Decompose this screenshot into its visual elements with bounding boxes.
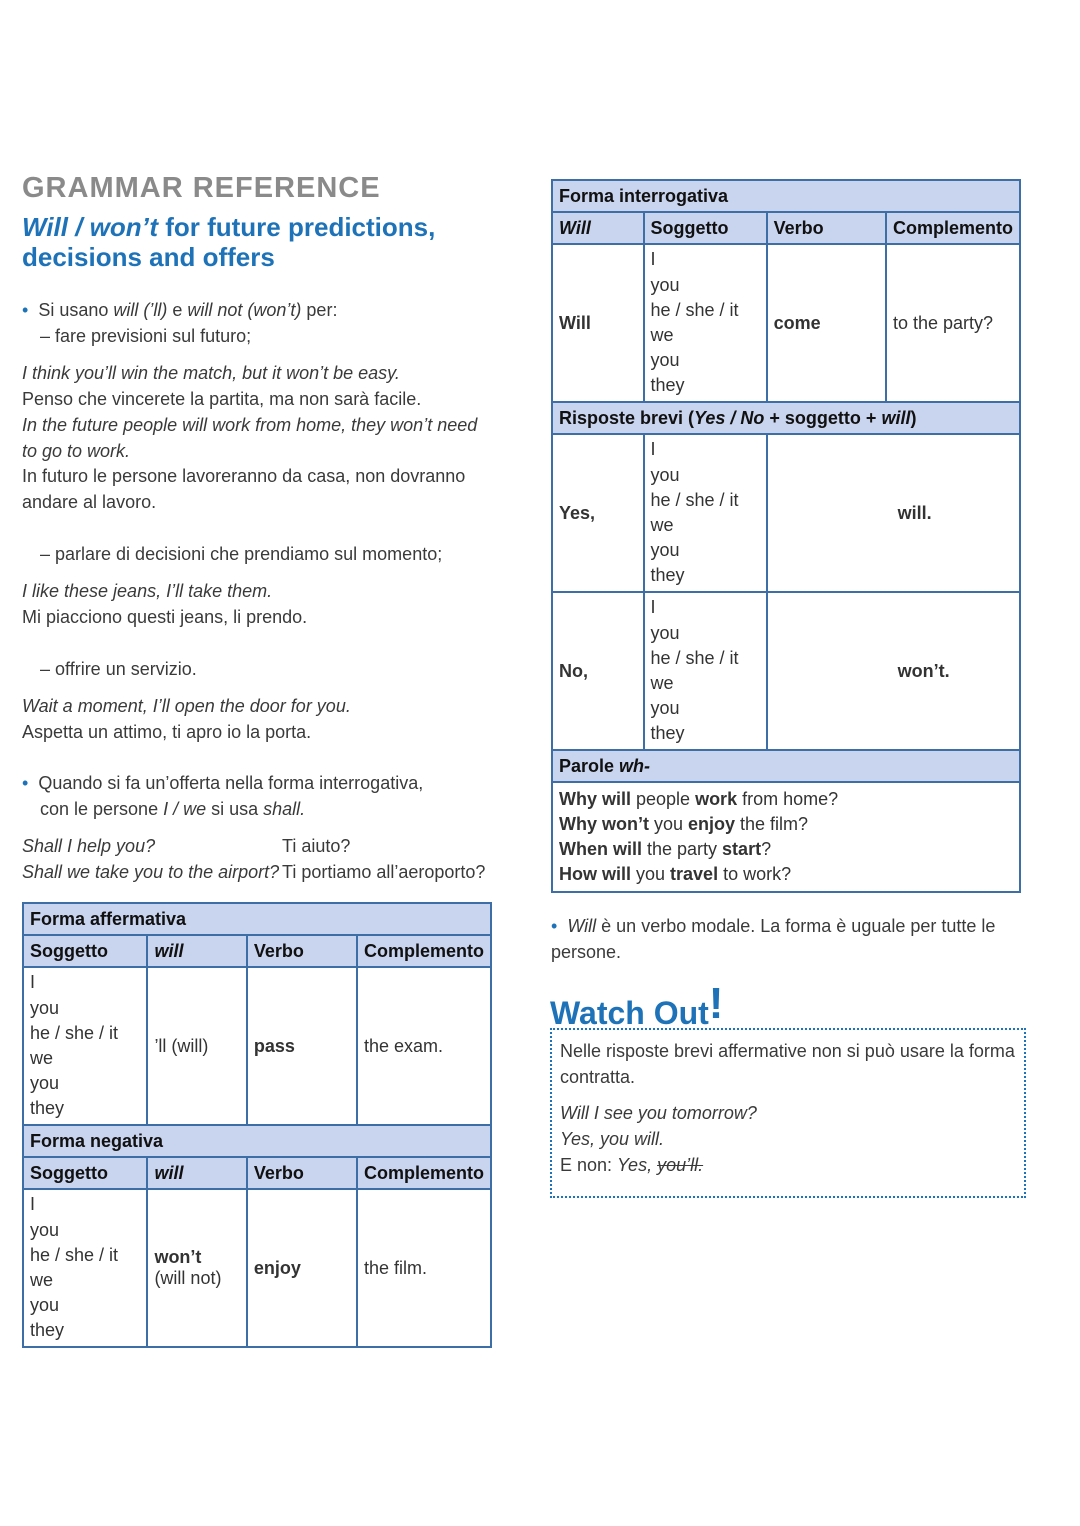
col-header: Verbo (767, 212, 886, 244)
subject-list: I you he / she / it we you they (23, 1189, 147, 1347)
table-title: Forma affermativa (23, 903, 491, 935)
subject-list: I you he / she / it we you they (644, 244, 767, 402)
affirmative-negative-table (22, 902, 492, 1348)
usage-3: – offrire un servizio. (40, 659, 197, 679)
table-title: Forma negativa (23, 1125, 491, 1157)
example-en: Shall I help you? (22, 836, 156, 856)
watch-out-text: Nelle risposte brevi affermative non si può usare la forma contratta. (560, 1041, 1015, 1087)
will-cell: Will (552, 244, 644, 402)
subject-list: I you he / she / it we you they (644, 592, 767, 750)
section-title: GRAMMAR REFERENCE (22, 172, 381, 204)
bullet-1: • Si usano will (’ll) e will not (won’t) per: (22, 300, 338, 320)
wh-question: When will the party start? (559, 839, 772, 859)
col-header: Soggetto (644, 212, 767, 244)
verb-cell: pass (247, 967, 357, 1125)
exclamation-icon: ! (708, 979, 724, 1028)
verb-cell: come (767, 244, 886, 402)
wh-questions (552, 782, 1020, 892)
wh-question: Why won’t you enjoy the film? (559, 814, 809, 834)
col-header: Soggetto (23, 935, 147, 967)
will-cell: ’ll (will) (147, 967, 246, 1125)
watch-out-box (550, 1028, 1026, 1198)
example-it: Penso che vincerete la partita, ma non sarà facile. (22, 389, 422, 409)
col-header: will (147, 935, 246, 967)
example-en: In the future people will work from home, they won’t need to go to work. (22, 415, 478, 461)
complement-cell: to the party? (886, 244, 1020, 402)
complement-cell: the exam. (357, 967, 491, 1125)
usage-1: – fare previsioni sul futuro; (40, 326, 252, 346)
col-header: Soggetto (23, 1157, 147, 1189)
bullet-icon: • (551, 916, 558, 936)
col-header: will (147, 1157, 246, 1189)
will-cell: won’t (will not) (147, 1189, 246, 1347)
example-en: I think you’ll win the match, but it won’t be easy. (22, 363, 400, 383)
bullet-2: • Quando si fa un’offerta nella forma interrogativa, (22, 773, 424, 793)
col-header: Verbo (247, 1157, 357, 1189)
watch-out-example: Will I see you tomorrow? (560, 1103, 757, 1123)
example-en: Wait a moment, I’ll open the door for you. (22, 696, 351, 716)
modal-note: • Will è un verbo modale. La forma è uguale per tutte le persone. (551, 916, 996, 962)
table-title: Parole wh- (552, 750, 1020, 782)
example-it: Ti aiuto? (282, 836, 351, 856)
bullet-icon: • (22, 773, 29, 793)
bullet-icon: • (22, 300, 29, 320)
col-header: Verbo (247, 935, 357, 967)
page-subtitle: Will / won’t for future predictions, decisions and offers (22, 212, 436, 272)
no-cell: No, (552, 592, 644, 750)
col-header: Complemento (357, 935, 491, 967)
col-header: Will (552, 212, 644, 244)
col-header: Complemento (886, 212, 1020, 244)
watch-out-example: E non: Yes, you’ll. (560, 1155, 704, 1175)
example-it: Ti portiamo all’aeroporto? (282, 862, 486, 882)
wh-question: How will you travel to work? (559, 864, 792, 884)
example-it: In futuro le persone lavoreranno da casa, non dovranno andare al lavoro. (22, 466, 466, 512)
usage-2: – parlare di decisioni che prendiamo sul momento; (40, 544, 443, 564)
interrogative-table (551, 179, 1021, 893)
example-en: I like these jeans, I’ll take them. (22, 581, 273, 601)
verb-cell: enjoy (247, 1189, 357, 1347)
watch-out-example: Yes, you will. (560, 1129, 665, 1149)
wh-question: Why will people work from home? (559, 789, 839, 809)
watch-out-heading: Watch Out! (550, 979, 724, 1031)
example-it: Aspetta un attimo, ti apro io la porta. (22, 722, 312, 742)
complement-cell: the film. (357, 1189, 491, 1347)
short-answer-cell: will. (767, 434, 1020, 592)
col-header: Complemento (357, 1157, 491, 1189)
yes-cell: Yes, (552, 434, 644, 592)
subject-list: I you he / she / it we you they (644, 434, 767, 592)
bullet-2-cont: con le persone I / we si usa shall. (40, 799, 306, 819)
table-title: Risposte brevi (Yes / No + soggetto + will) (552, 402, 1020, 434)
example-it: Mi piacciono questi jeans, li prendo. (22, 607, 308, 627)
example-en: Shall we take you to the airport? (22, 862, 280, 882)
table-title: Forma interrogativa (552, 180, 1020, 212)
short-answer-cell: won’t. (767, 592, 1020, 750)
subject-list: I you he / she / it we you they (23, 967, 147, 1125)
